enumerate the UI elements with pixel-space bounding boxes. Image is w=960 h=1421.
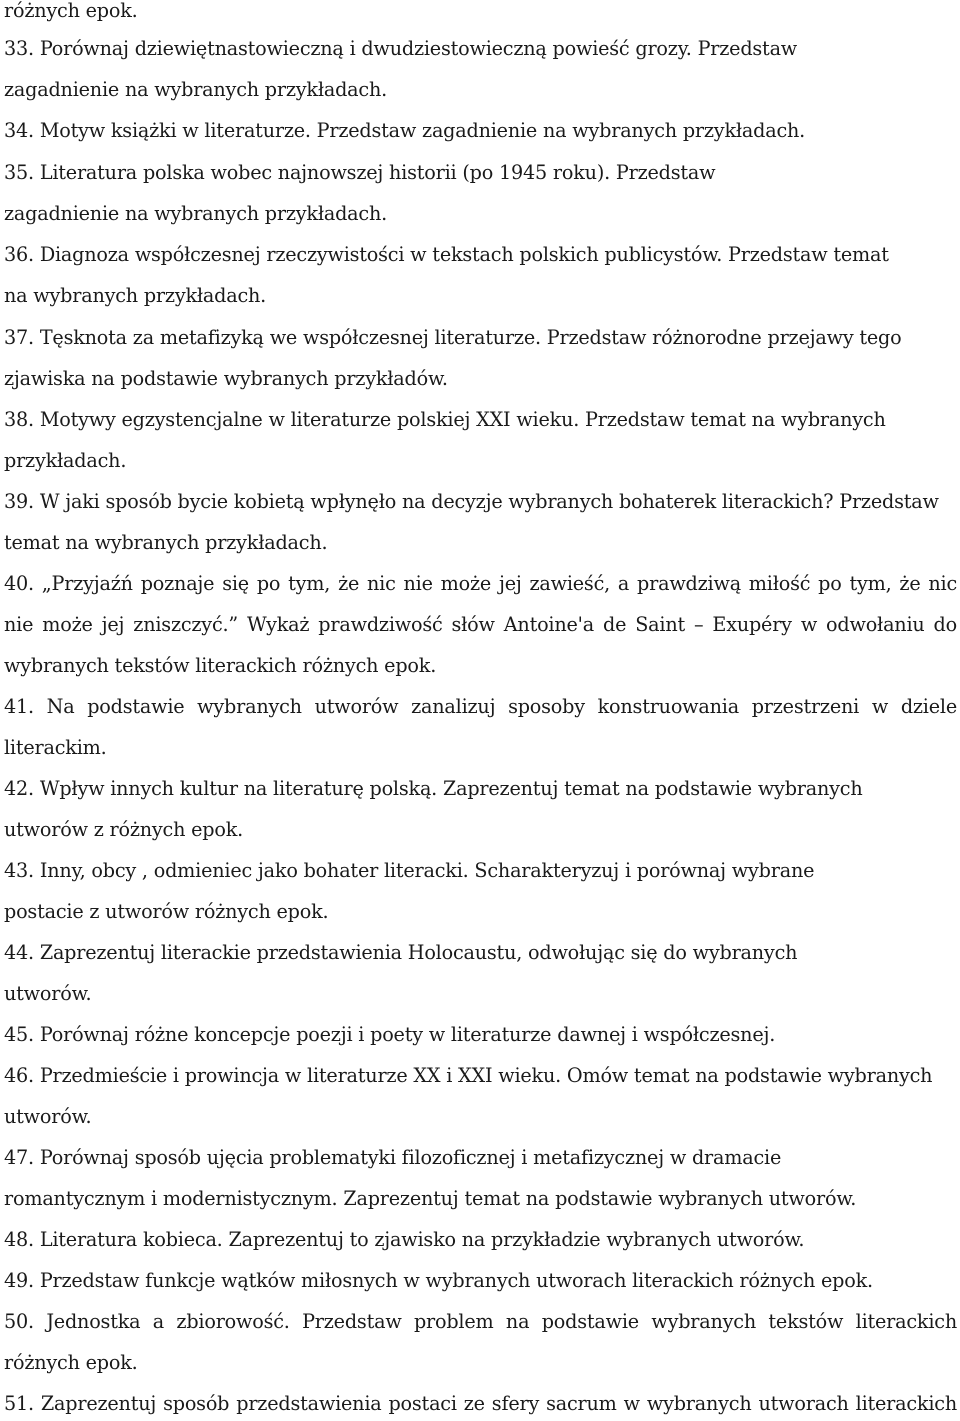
text-line-27: 46. Przedmieście i prowincja w literaturze XX i XXI wieku. Omów temat na podstawie wybranych <box>4 1064 933 1087</box>
text-line-24: 44. Zaprezentuj literackie przedstawienia Holocaustu, odwołując się do wybranych <box>4 941 798 964</box>
text-line-3: zagadnienie na wybranych przykładach. <box>4 78 388 101</box>
text-line-21: utworów z różnych epok. <box>4 818 244 841</box>
text-line-17: wybranych tekstów literackich różnych epok. <box>4 654 437 677</box>
text-line-28: utworów. <box>4 1105 92 1128</box>
text-line-23: postacie z utworów różnych epok. <box>4 900 329 923</box>
text-line-20: 42. Wpływ innych kultur na literaturę polską. Zaprezentuj temat na podstawie wybranych <box>4 777 863 800</box>
text-line-29: 47. Porównaj sposób ujęcia problematyki filozoficznej i metafizycznej w dramacie <box>4 1146 782 1169</box>
text-line-1: różnych epok. <box>4 0 138 22</box>
text-line-8: na wybranych przykładach. <box>4 284 267 307</box>
text-line-33: 50. Jednostka a zbiorowość. Przedstaw problem na podstawie wybranych tekstów literackich <box>4 1310 957 1333</box>
text-line-19: literackim. <box>4 736 107 759</box>
text-line-22: 43. Inny, obcy , odmieniec jako bohater literacki. Scharakteryzuj i porównaj wybrane <box>4 859 815 882</box>
text-line-30: romantycznym i modernistycznym. Zaprezentuj temat na podstawie wybranych utworów. <box>4 1187 857 1210</box>
text-line-16: nie może jej zniszczyć.” Wykaż prawdziwość słów Antoine'a de Saint – Exupéry w odwołaniu do <box>4 613 957 636</box>
text-line-4: 34. Motyw książki w literaturze. Przedstaw zagadnienie na wybranych przykładach. <box>4 119 806 142</box>
text-line-6: zagadnienie na wybranych przykładach. <box>4 202 388 225</box>
text-line-25: utworów. <box>4 982 92 1005</box>
text-line-12: przykładach. <box>4 449 127 472</box>
text-line-14: temat na wybranych przykładach. <box>4 531 328 554</box>
text-line-35: 51. Zaprezentuj sposób przedstawienia postaci ze sfery sacrum w wybranych utworach literackich <box>4 1392 957 1415</box>
text-line-7: 36. Diagnoza współczesnej rzeczywistości w tekstach polskich publicystów. Przedstaw temat <box>4 243 889 266</box>
text-line-31: 48. Literatura kobieca. Zaprezentuj to zjawisko na przykładzie wybranych utworów. <box>4 1228 805 1251</box>
text-line-11: 38. Motywy egzystencjalne w literaturze polskiej XXI wieku. Przedstaw temat na wybranych <box>4 408 886 431</box>
text-line-10: zjawiska na podstawie wybranych przykładów. <box>4 367 448 390</box>
text-line-2: 33. Porównaj dziewiętnastowieczną i dwudziestowieczną powieść grozy. Przedstaw <box>4 37 798 60</box>
text-line-15: 40. „Przyjaźń poznaje się po tym, że nic nie może jej zawieść, a prawdziwą miłość po tym, że nic <box>4 572 957 595</box>
text-line-9: 37. Tęsknota za metafizyką we współczesnej literaturze. Przedstaw różnorodne przejawy tego <box>4 326 902 349</box>
text-line-18: 41. Na podstawie wybranych utworów zanalizuj sposoby konstruowania przestrzeni w dziele <box>4 695 957 718</box>
text-line-5: 35. Literatura polska wobec najnowszej historii (po 1945 roku). Przedstaw <box>4 161 716 184</box>
text-line-13: 39. W jaki sposób bycie kobietą wpłynęło na decyzje wybranych bohaterek literackich? Przedstaw <box>4 490 939 513</box>
text-line-34: różnych epok. <box>4 1351 138 1374</box>
text-line-32: 49. Przedstaw funkcje wątków miłosnych w wybranych utworach literackich różnych epok. <box>4 1269 873 1292</box>
text-line-26: 45. Porównaj różne koncepcje poezji i poety w literaturze dawnej i współczesnej. <box>4 1023 776 1046</box>
